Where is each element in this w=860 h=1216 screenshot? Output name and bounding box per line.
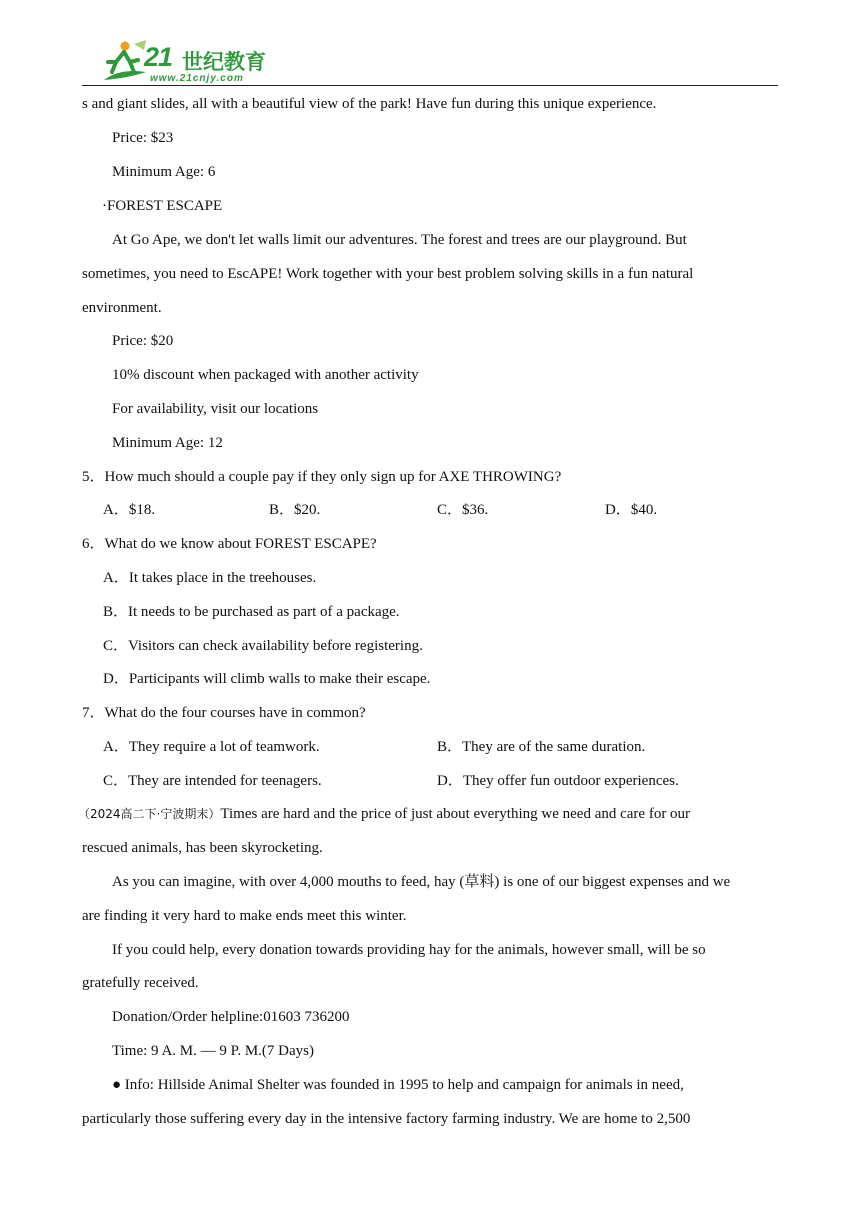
discount-line: 10% discount when packaged with another activity: [112, 367, 419, 383]
option-d: D．$40.: [605, 502, 658, 518]
info-line: particularly those suffering every day in the intensive factory farming industry. We are home to 2,500: [82, 1111, 691, 1127]
question-5-stem: 5．How much should a couple pay if they only sign up for AXE THROWING?: [82, 469, 562, 485]
logo-chinese-text: 世纪教育: [182, 50, 266, 74]
section-title: ·FOREST ESCAPE: [102, 198, 223, 214]
min-age-line: Minimum Age: 12: [112, 435, 223, 451]
question-6-stem: 6．What do we know about FOREST ESCAPE?: [82, 536, 377, 552]
intro-text: Times are hard and the price of just about everything we need and care for our: [220, 806, 691, 822]
header-divider: [82, 85, 778, 86]
paragraph-line: sometimes, you need to EscAPE! Work together with your best problem solving skills in a fun natural: [82, 266, 694, 282]
price-line: Price: $20: [112, 333, 174, 349]
passage-continued-line: s and giant slides, all with a beautiful view of the park! Have fun during this unique experience.: [82, 96, 657, 112]
option-c: C．Visitors can check availability before registering.: [103, 638, 423, 654]
source-label: （2024高二下·宁波期末）: [78, 807, 221, 821]
logo-number: 21: [144, 42, 173, 72]
paragraph-line: At Go Ape, we don't let walls limit our adventures. The forest and trees are our playground. But: [112, 232, 687, 248]
option-a: A．It takes place in the treehouses.: [103, 570, 317, 586]
question-7-stem: 7．What do the four courses have in common?: [82, 705, 366, 721]
option-d: D．They offer fun outdoor experiences.: [437, 773, 679, 789]
option-a: A．They require a lot of teamwork.: [103, 739, 320, 755]
paragraph-line: gratefully received.: [82, 975, 199, 991]
option-d: D．Participants will climb walls to make their escape.: [103, 671, 431, 687]
availability-line: For availability, visit our locations: [112, 401, 319, 417]
option-b: B．$20.: [269, 502, 321, 518]
option-c: C．$36.: [437, 502, 489, 518]
price-line: Price: $23: [112, 130, 174, 146]
helpline: Donation/Order helpline:01603 736200: [112, 1009, 350, 1025]
page-header: [0, 0, 860, 90]
question-7-options-row-1: [0, 737, 860, 757]
paragraph-line: are finding it very hard to make ends meet this winter.: [82, 908, 407, 924]
question-5-options: [0, 500, 860, 520]
paragraph-line: As you can imagine, with over 4,000 mouths to feed, hay (草料) is one of our biggest expenses and we: [112, 874, 731, 890]
info-line: ● Info: Hillside Animal Shelter was founded in 1995 to help and campaign for animals in need,: [112, 1077, 684, 1093]
option-c: C．They are intended for teenagers.: [103, 773, 322, 789]
option-b: B．It needs to be purchased as part of a package.: [103, 604, 400, 620]
option-a: A．$18.: [103, 502, 156, 518]
min-age-line: Minimum Age: 6: [112, 164, 216, 180]
logo: [100, 38, 280, 86]
paragraph-line: environment.: [82, 300, 162, 316]
passage-2-intro: [78, 804, 690, 824]
opening-time: Time: 9 A. M. — 9 P. M.(7 Days): [112, 1043, 314, 1059]
paragraph-line: If you could help, every donation towards providing hay for the animals, however small, will be so: [112, 942, 706, 958]
runner-logo-icon: [100, 38, 150, 86]
logo-url: www.21cnjy.com: [150, 73, 244, 84]
option-b: B．They are of the same duration.: [437, 739, 646, 755]
paragraph-line: rescued animals, has been skyrocketing.: [82, 840, 323, 856]
question-7-options-row-2: [0, 771, 860, 791]
